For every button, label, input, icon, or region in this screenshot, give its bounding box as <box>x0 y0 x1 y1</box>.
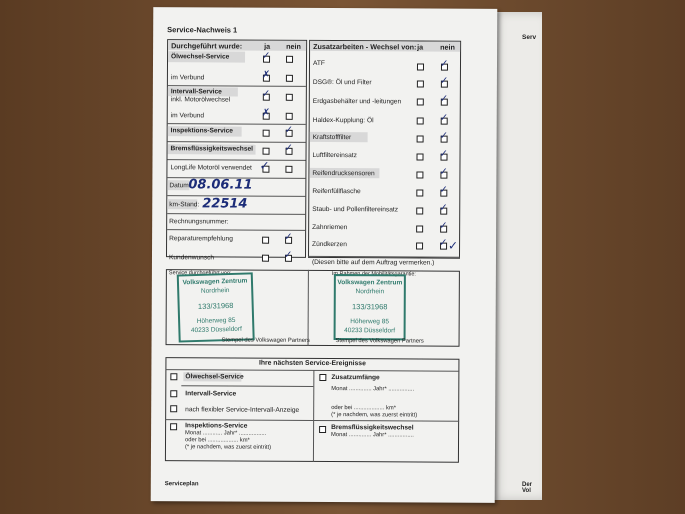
next-flexibel-label: nach flexibler Service-Intervall-Anzeige <box>185 406 300 414</box>
km-stand-label: km-Stand: <box>169 201 200 209</box>
row-zahnriemen: Zahnriemen <box>312 223 348 232</box>
reifendruck-yes-checkbox[interactable] <box>416 171 423 178</box>
next-inspektion-km: oder bei ................... km* <box>185 437 250 444</box>
checkmark-icon: ✓ <box>448 238 459 253</box>
right-col-no: nein <box>440 42 455 52</box>
next-brems-checkbox[interactable] <box>319 426 326 433</box>
next-inspektion-note: (* je nachdem, was zuerst eintritt) <box>184 444 272 451</box>
next-flexibel-checkbox[interactable] <box>170 405 177 412</box>
longlife-no-checkbox[interactable] <box>285 166 292 173</box>
pollenfilter-yes-checkbox[interactable] <box>416 207 423 214</box>
checkmark-icon: ✓ <box>439 112 449 124</box>
row-zuendkerzen: Zündkerzen <box>312 240 347 249</box>
row-im-verbund-1: im Verbund <box>170 74 205 82</box>
checkmark-icon: ✓ <box>261 88 271 100</box>
zahnriemen-yes-checkbox[interactable] <box>416 225 423 232</box>
stamp-left-caption-top: Service durchgeführt von: <box>168 270 232 277</box>
haldex-yes-checkbox[interactable] <box>417 117 424 124</box>
next-inspektion-monat: Monat ............ Jahr* ................. <box>185 430 267 437</box>
dealer-stamp-left <box>177 272 255 342</box>
stamp-right-caption: Stempel des Volkswagen Partners <box>335 338 424 345</box>
stamp-line: 133/31968 <box>351 302 388 312</box>
row-erdgas: Erdgasbehälter und -leitungen <box>312 97 402 106</box>
stamp-line: Nordrhein <box>200 287 230 295</box>
checkmark-icon: ✓ <box>284 124 294 136</box>
row-oelwechsel: Ölwechsel-Service <box>171 53 230 61</box>
stamp-right-caption-top: Im Rahmen der Mobilitätsgarantie: <box>331 271 416 278</box>
kundenwunsch-label: Kundenwunsch <box>168 254 215 262</box>
checkmark-icon: ✓ <box>439 148 448 160</box>
verbund1-no-checkbox[interactable] <box>286 75 293 82</box>
stamp-line: 40233 Düsseldorf <box>190 325 242 335</box>
kundenwunsch-yes-checkbox[interactable] <box>262 255 269 262</box>
datum-handwritten: 08.06.11 <box>188 177 253 193</box>
intervall-no-checkbox[interactable] <box>286 94 293 101</box>
next-zusatz-km: oder bei ................... km* <box>331 405 396 412</box>
row-pollenfilter: Staub- und Pollenfiltereinsatz <box>312 205 399 214</box>
dealer-stamp-right <box>334 274 406 340</box>
next-page-title-fragment: Serv <box>522 34 537 41</box>
checkmark-icon: ✓ <box>259 158 270 173</box>
next-zusatz-note: (* je nachdem, was zuerst eintritt) <box>331 412 418 419</box>
zusatz-note: (Diesen bitte auf dem Auftrag vermerken.) <box>311 258 435 267</box>
row-bremsfluessigkeit: Bremsflüssigkeitswechsel <box>170 145 254 153</box>
next-page-footer: Der Vol <box>522 482 533 494</box>
row-reifenfuellflasche: Reifenfüllflasche <box>312 187 361 196</box>
checkmark-icon: ✓ <box>439 130 449 142</box>
reifenfuell-yes-checkbox[interactable] <box>416 189 423 196</box>
next-oelwechsel-checkbox[interactable] <box>170 373 177 380</box>
next-zusatz-monat: Monat .............. Jahr* ................ <box>331 386 415 393</box>
checkmark-icon: ✓ <box>439 202 448 214</box>
checkmark-icon: ✓ <box>439 237 448 249</box>
next-intervall-label: Intervall-Service <box>185 390 237 398</box>
row-luftfilter: Luftfiltereinsatz <box>312 151 357 160</box>
checkmark-icon: ✓ <box>439 166 448 178</box>
next-zusatz-checkbox[interactable] <box>319 374 326 381</box>
checkmark-icon: ✓ <box>439 184 448 196</box>
rechnungsnummer-label: Rechnungsnummer: <box>169 218 229 226</box>
erdgas-yes-checkbox[interactable] <box>417 98 424 105</box>
row-inspektion: Inspektions-Service <box>170 127 233 135</box>
row-im-verbund-2: im Verbund <box>170 112 205 120</box>
checkmark-icon: ✓ <box>439 220 448 232</box>
oelwechsel-no-checkbox[interactable] <box>286 56 293 63</box>
luftfilter-yes-checkbox[interactable] <box>416 153 423 160</box>
row-intervall: Intervall-Service <box>170 88 222 96</box>
stamp-left-caption: Stempel des Volkswagen Partners <box>221 337 310 344</box>
checkmark-icon: ✓ <box>262 50 271 62</box>
row-kraftstofffilter: Kraftstofffilter <box>312 133 352 142</box>
dsg-yes-checkbox[interactable] <box>417 80 424 87</box>
left-col-no: nein <box>286 41 301 51</box>
km-stand-handwritten: 22514 <box>202 196 248 212</box>
right-table-header: Zusatzarbeiten - Wechsel von: <box>313 41 417 52</box>
page-title: Service-Nachweis 1 <box>167 25 238 35</box>
left-col-yes: ja <box>264 41 271 51</box>
zuendkerzen-yes-checkbox[interactable] <box>416 242 423 249</box>
next-page-edge <box>492 12 542 500</box>
reparaturempfehlung-label: Reparaturempfehlung <box>169 235 233 243</box>
row-intervall-sub: inkl. Motorölwechsel <box>170 96 231 104</box>
row-atf: ATF <box>312 59 325 68</box>
checkmark-icon: ✓ <box>284 231 293 243</box>
datum-label: Datum: <box>169 182 191 190</box>
checkmark-icon: ✗ <box>261 107 271 119</box>
left-table-header: Durchgeführt wurde: <box>171 41 243 51</box>
checkmark-icon: ✓ <box>439 58 449 70</box>
next-inspektion-label: Inspektions-Service <box>185 422 248 430</box>
service-record-page <box>151 7 498 503</box>
checkmark-icon: ✗ <box>261 69 271 81</box>
next-inspektion-checkbox[interactable] <box>170 423 177 430</box>
checkmark-icon: ✓ <box>439 93 449 105</box>
verbund2-no-checkbox[interactable] <box>286 113 293 120</box>
next-events-title: Ihre nächsten Service-Ereignisse <box>258 359 366 368</box>
checkmark-icon: ✓ <box>439 75 449 87</box>
next-intervall-checkbox[interactable] <box>170 390 177 397</box>
row-haldex: Haldex-Kupplung: Öl <box>312 116 374 125</box>
stamp-line: 40233 Düsseldorf <box>344 327 396 335</box>
stamp-line: Volkswagen Zentrum <box>337 279 403 287</box>
stamp-line: 133/31968 <box>197 300 234 311</box>
row-longlife: LongLife Motoröl verwendet <box>170 164 252 172</box>
stamp-line: Volkswagen Zentrum <box>182 277 248 287</box>
inspektion-yes-checkbox[interactable] <box>263 130 270 137</box>
row-reifendruck: Reifendrucksensoren <box>312 169 375 178</box>
next-zusatz-label: Zusatzumfänge <box>331 374 380 382</box>
atf-yes-checkbox[interactable] <box>417 63 424 70</box>
brems-yes-checkbox[interactable] <box>263 148 270 155</box>
right-col-yes: ja <box>417 42 424 52</box>
stamp-line: Höherweg 85 <box>196 316 236 326</box>
checkmark-icon: ✓ <box>283 249 293 261</box>
footer-serviceplan: Serviceplan <box>164 481 199 488</box>
kraftstoff-yes-checkbox[interactable] <box>417 135 424 142</box>
stamp-line: Nordrhein <box>355 288 385 296</box>
stamp-line: Höherweg 85 <box>350 318 389 326</box>
next-brems-monat: Monat .............. Jahr* ................ <box>331 432 414 439</box>
next-oelwechsel-label: Ölwechsel-Service <box>185 373 244 381</box>
next-brems-label: Bremsflüssigkeitswechsel <box>331 424 414 432</box>
reparatur-yes-checkbox[interactable] <box>262 237 269 244</box>
row-dsg: DSG®: Öl und Filter <box>312 78 372 87</box>
checkmark-icon: ✓ <box>284 142 293 154</box>
